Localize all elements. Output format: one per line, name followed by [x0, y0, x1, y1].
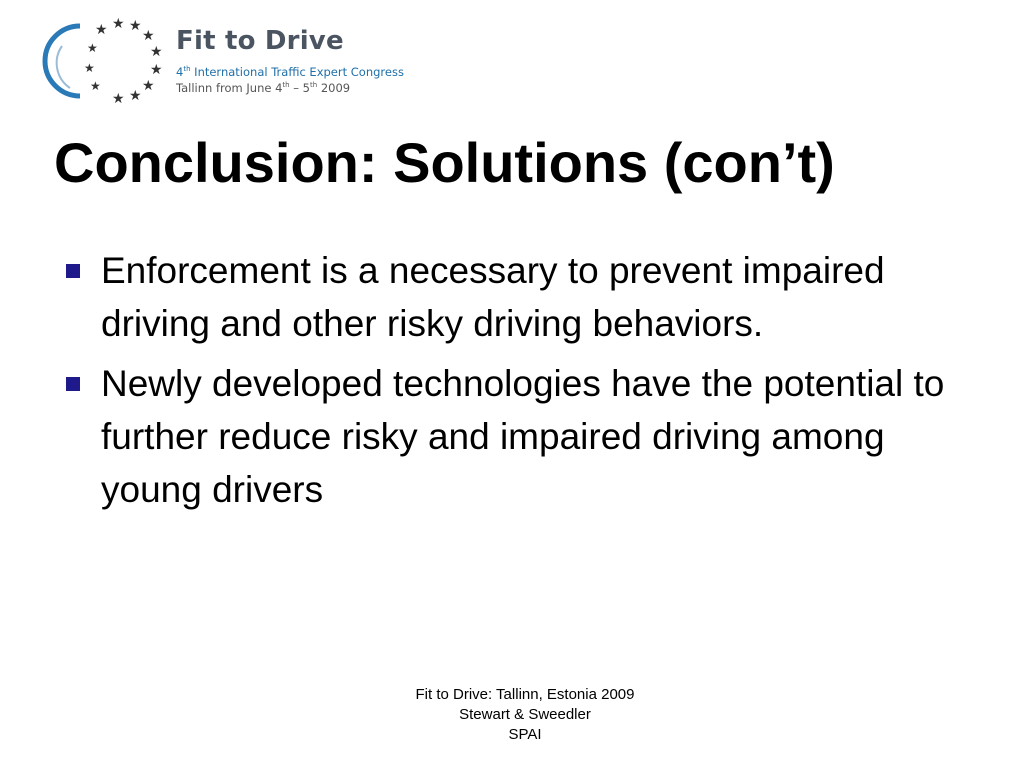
svg-text:★: ★	[90, 79, 101, 93]
svg-text:★: ★	[142, 27, 155, 43]
svg-text:★: ★	[112, 90, 125, 106]
square-bullet-icon	[66, 377, 80, 391]
footer-line-event: Fit to Drive: Tallinn, Estonia 2009	[415, 686, 635, 703]
svg-text:★: ★	[87, 41, 98, 55]
bullet-text: Newly developed technologies have the potential to further reduce risky and impaired driving among young drivers	[101, 363, 945, 510]
slide-title: Conclusion: Solutions (con’t)	[54, 131, 835, 194]
slide-footer	[340, 685, 710, 745]
logo-title: Fit to Drive	[176, 26, 344, 56]
bullet-text: Enforcement is a necessary to prevent impaired driving and other risky driving behaviors.	[101, 250, 885, 344]
svg-text:★: ★	[112, 16, 125, 31]
svg-text:★: ★	[150, 43, 163, 59]
congress-dates: Tallinn from June 4th – 5th 2009	[176, 81, 351, 95]
eu-stars-ring-icon	[40, 16, 170, 106]
footer-line-authors: Stewart & Sweedler	[459, 706, 591, 723]
bullet-list	[66, 244, 966, 523]
svg-text:★: ★	[84, 61, 95, 75]
congress-name: 4th International Traffic Expert Congress	[176, 65, 404, 79]
svg-text:★: ★	[129, 87, 142, 103]
square-bullet-icon	[66, 264, 80, 278]
svg-text:★: ★	[95, 21, 108, 37]
fit-to-drive-logo	[40, 16, 420, 106]
svg-text:★: ★	[142, 77, 155, 93]
svg-text:★: ★	[150, 61, 163, 77]
svg-text:★: ★	[129, 17, 142, 33]
footer-line-org: SPAI	[508, 726, 542, 743]
bullet-item	[66, 244, 966, 350]
bullet-item	[66, 357, 966, 516]
